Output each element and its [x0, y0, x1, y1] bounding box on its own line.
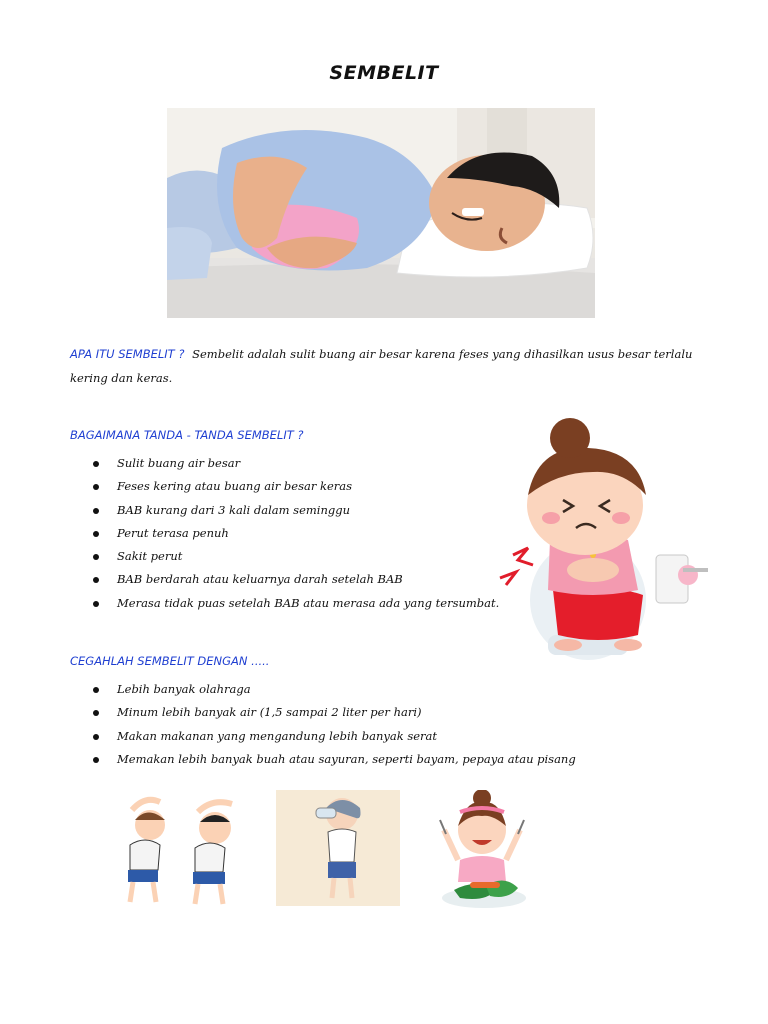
list-item: Merasa tidak puas setelah BAB atau merasa ada yang tersumbat.	[93, 592, 499, 615]
list-item: Sakit perut	[93, 545, 499, 568]
list-item: Lebih banyak olahraga	[93, 678, 576, 701]
list-item: BAB kurang dari 3 kali dalam seminggu	[93, 499, 499, 522]
list-item: Perut terasa penuh	[93, 522, 499, 545]
signs-list	[93, 452, 499, 615]
prevention-heading: CEGAHLAH SEMBELIT DENGAN .....	[70, 654, 270, 668]
hero-photo-boy-stomachache	[167, 108, 595, 318]
illustration-kids-exercising	[100, 790, 258, 910]
illustration-girl-eating-vegetables	[426, 790, 538, 912]
intro-heading: APA ITU SEMBELIT ?	[70, 347, 185, 361]
list-item: Sulit buang air besar	[93, 452, 499, 475]
intro-paragraph	[70, 342, 700, 390]
list-item: Feses kering atau buang air besar keras	[93, 475, 499, 498]
list-item: BAB berdarah atau keluarnya darah setelah BAB	[93, 568, 499, 591]
illustration-boy-drinking-water	[276, 790, 400, 906]
list-item: Memakan lebih banyak buah atau sayuran, seperti bayam, pepaya atau pisang	[93, 748, 576, 771]
signs-heading: BAGAIMANA TANDA - TANDA SEMBELIT ?	[70, 428, 304, 442]
list-item: Minum lebih banyak air (1,5 sampai 2 liter per hari)	[93, 701, 576, 724]
intro-text: Sembelit adalah sulit buang air besar karena feses yang dihasilkan usus besar terlalu kering dan keras.	[70, 347, 693, 385]
cartoon-girl-on-toilet	[488, 400, 716, 680]
page-title: SEMBELIT	[329, 62, 439, 84]
prevention-list	[93, 678, 576, 771]
list-item: Makan makanan yang mengandung lebih banyak serat	[93, 725, 576, 748]
